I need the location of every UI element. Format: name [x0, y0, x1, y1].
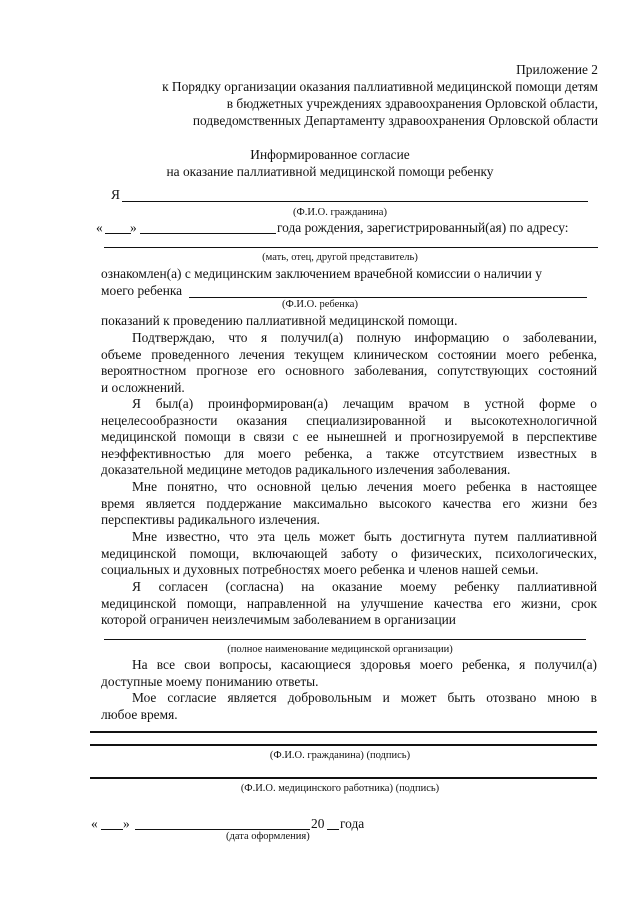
- date-day-line[interactable]: [101, 829, 123, 830]
- title-line-2: на оказание паллиативной медицинской помощи ребенку: [166, 164, 494, 179]
- title-line-1: Информированное согласие: [250, 147, 410, 162]
- date-quote-open: «: [91, 816, 98, 831]
- address-line[interactable]: [104, 247, 598, 248]
- indications-text: показаний к проведению паллиативной медицинской помощи.: [101, 313, 458, 328]
- paragraph-1: Подтверждаю, что я получил(а) полную информацию о заболевании, объеме проведенного лечения текущем клиническом состоянии моего ребенка, вероятностном прогнозе его основного заболевания, сопутствующих состояний и осложнений.: [101, 330, 597, 395]
- medic-signature-caption: (Ф.И.О. медицинского работника) (подпись): [240, 783, 440, 794]
- paragraph-4: Мне известно, что эта цель может быть достигнута путем паллиативной медицинской помощи, включающей заботу о физических, психологических, социальных и духовных потребностях моего ребенка и членов нашей семьи.: [101, 529, 597, 578]
- organization-line[interactable]: [104, 639, 586, 640]
- signature-top-line: [90, 731, 597, 733]
- citizen-signature-caption: (Ф.И.О. гражданина) (подпись): [269, 750, 411, 761]
- i-label: Я: [111, 187, 120, 202]
- date-caption: (дата оформления): [226, 831, 310, 842]
- acquainted-line-1: ознакомлен(а) с медицинским заключением врачебной комиссии о наличии у: [101, 266, 542, 281]
- medic-signature-line[interactable]: [90, 777, 597, 779]
- paragraph-5: Я согласен (согласна) на оказание моему ребенку паллиативной медицинской помощи, направленной на улучшение качества его жизни, срок которой ограничен неизлечимым заболеванием в организации: [101, 579, 597, 628]
- paragraph-7: Мое согласие является добровольным и может быть отозвано мною в любое время.: [101, 690, 597, 722]
- paragraph-3: Мне понятно, что основной целью лечения моего ребенка в настоящее время является поддержание максимально высокого качества его жизни без перспективы радикального излечения.: [101, 479, 597, 528]
- organization-caption: (полное наименование медицинской организации): [227, 644, 453, 655]
- birth-quote-close: »: [130, 220, 137, 235]
- header-line-3: подведомственных Департаменту здравоохранения Орловской области: [192, 113, 598, 128]
- header-line-1: к Порядку организации оказания паллиативной медицинской помощи детям: [162, 79, 598, 94]
- date-quote-close: »: [123, 816, 130, 831]
- birth-text: года рождения, зарегистрированный(ая) по адресу:: [277, 220, 569, 235]
- paragraph-6: На все свои вопросы, касающиеся здоровья моего ребенка, я получил(а) доступные моему пониманию ответы.: [101, 657, 597, 689]
- acquainted-line-2: моего ребенка: [101, 283, 183, 298]
- header-line-2: в бюджетных учреждениях здравоохранения Орловской области,: [226, 96, 598, 111]
- fio-child-line[interactable]: [189, 297, 587, 298]
- paragraph-2: Я был(а) проинформирован(а) лечащим врачом в устной форме о нецелесообразности оказания специализированной и высокотехнологичной медицинской помощи в связи с ее нынешней и прогнозируемой в перспективе неэффективностью для моего ребенка, а также отсутствием известных в доказательной медицине методов радикального излечения заболевания.: [101, 396, 597, 478]
- fio-citizen-caption: (Ф.И.О. гражданина): [293, 207, 387, 218]
- year-line[interactable]: [327, 829, 339, 830]
- year-suffix: года: [340, 816, 365, 831]
- date-month-line[interactable]: [135, 829, 310, 830]
- appendix-label: Приложение 2: [516, 62, 598, 77]
- birth-quote-open: «: [96, 220, 103, 235]
- citizen-signature-line[interactable]: [90, 744, 597, 746]
- birth-day-line[interactable]: [105, 233, 131, 234]
- year-prefix: 20: [311, 816, 325, 831]
- birth-date-line[interactable]: [140, 233, 276, 234]
- fio-child-caption: (Ф.И.О. ребенка): [282, 299, 358, 310]
- relation-caption: (мать, отец, другой представитель): [262, 252, 418, 263]
- fio-citizen-line[interactable]: [122, 201, 588, 202]
